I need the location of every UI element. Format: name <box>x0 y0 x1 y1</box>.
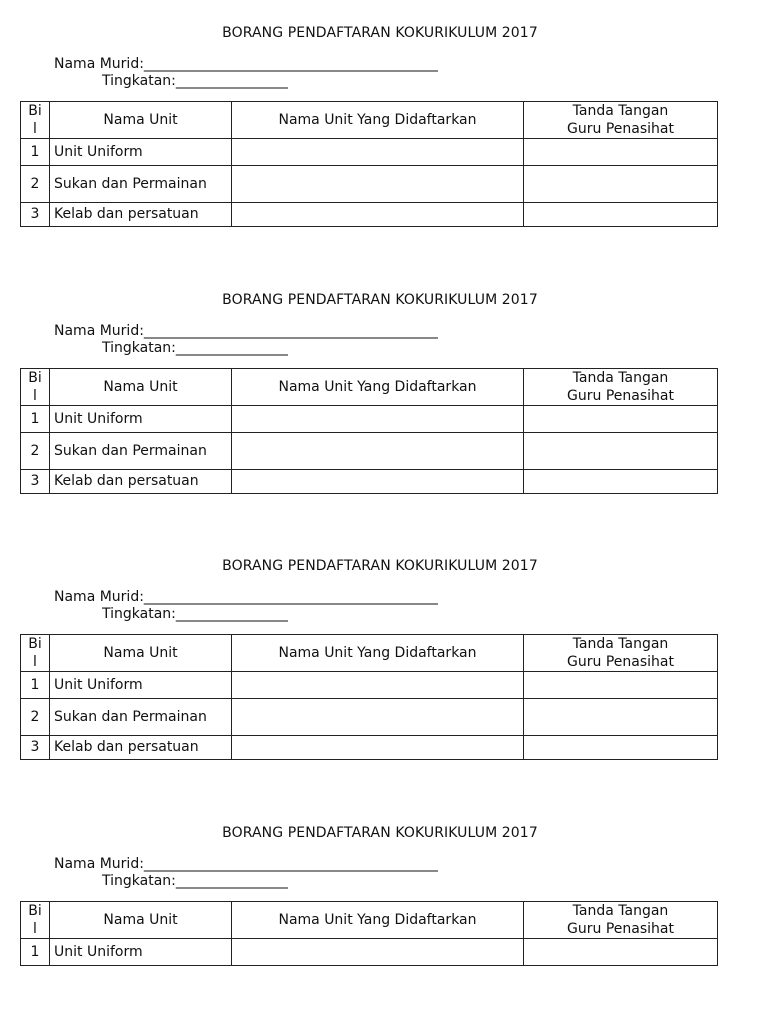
header-nama-unit: Nama Unit <box>50 369 232 406</box>
header-tanda-tangan: Tanda Tangan Guru Penasihat <box>524 102 718 139</box>
table-header-row <box>21 102 718 139</box>
row-unit-registered-cell[interactable] <box>232 406 524 433</box>
nama-murid-field: Nama Murid:__________________________________________ <box>54 323 438 339</box>
row-number: 1 <box>21 939 50 966</box>
table-row <box>21 166 718 203</box>
registration-table <box>20 901 718 966</box>
table-row <box>21 433 718 470</box>
row-unit-registered-cell[interactable] <box>232 139 524 166</box>
row-signature-cell[interactable] <box>524 470 718 494</box>
header-nama-unit-didaftarkan: Nama Unit Yang Didaftarkan <box>232 902 524 939</box>
table-header-row <box>21 635 718 672</box>
row-signature-cell[interactable] <box>524 939 718 966</box>
row-number: 1 <box>21 406 50 433</box>
table-row <box>21 406 718 433</box>
row-unit: Kelab dan persatuan <box>50 736 232 760</box>
row-unit-registered-cell[interactable] <box>232 470 524 494</box>
row-unit: Sukan dan Permainan <box>50 433 232 470</box>
tingkatan-field: Tingkatan:________________ <box>102 606 288 622</box>
row-signature-cell[interactable] <box>524 736 718 760</box>
tingkatan-field: Tingkatan:________________ <box>102 73 288 89</box>
header-nama-unit-didaftarkan: Nama Unit Yang Didaftarkan <box>232 102 524 139</box>
row-unit-registered-cell[interactable] <box>232 166 524 203</box>
tingkatan-field: Tingkatan:________________ <box>102 340 288 356</box>
nama-murid-field: Nama Murid:__________________________________________ <box>54 589 438 605</box>
table-row <box>21 939 718 966</box>
form-title: BORANG PENDAFTARAN KOKURIKULUM 2017 <box>222 25 538 41</box>
row-number: 2 <box>21 433 50 470</box>
header-nama-unit: Nama Unit <box>50 635 232 672</box>
form-title: BORANG PENDAFTARAN KOKURIKULUM 2017 <box>222 292 538 308</box>
row-number: 2 <box>21 166 50 203</box>
table-header-row <box>21 902 718 939</box>
row-unit-registered-cell[interactable] <box>232 203 524 227</box>
table-header-row <box>21 369 718 406</box>
row-signature-cell[interactable] <box>524 203 718 227</box>
row-signature-cell[interactable] <box>524 672 718 699</box>
nama-murid-field: Nama Murid:__________________________________________ <box>54 856 438 872</box>
table-row <box>21 672 718 699</box>
tingkatan-field: Tingkatan:________________ <box>102 873 288 889</box>
row-number: 1 <box>21 139 50 166</box>
header-tanda-tangan: Tanda Tangan Guru Penasihat <box>524 902 718 939</box>
row-unit-registered-cell[interactable] <box>232 672 524 699</box>
row-signature-cell[interactable] <box>524 406 718 433</box>
header-nama-unit: Nama Unit <box>50 902 232 939</box>
registration-table <box>20 101 718 227</box>
row-unit: Unit Uniform <box>50 672 232 699</box>
table-row <box>21 699 718 736</box>
header-bil: Bi l <box>21 902 50 939</box>
table-row <box>21 139 718 166</box>
row-number: 1 <box>21 672 50 699</box>
form-title: BORANG PENDAFTARAN KOKURIKULUM 2017 <box>222 558 538 574</box>
registration-table <box>20 368 718 494</box>
table-row <box>21 470 718 494</box>
row-unit: Unit Uniform <box>50 406 232 433</box>
table-row <box>21 736 718 760</box>
form-title: BORANG PENDAFTARAN KOKURIKULUM 2017 <box>222 825 538 841</box>
header-tanda-tangan: Tanda Tangan Guru Penasihat <box>524 635 718 672</box>
row-number: 3 <box>21 470 50 494</box>
header-nama-unit-didaftarkan: Nama Unit Yang Didaftarkan <box>232 369 524 406</box>
header-bil: Bi l <box>21 635 50 672</box>
row-signature-cell[interactable] <box>524 699 718 736</box>
header-nama-unit: Nama Unit <box>50 102 232 139</box>
row-unit: Kelab dan persatuan <box>50 203 232 227</box>
row-unit: Unit Uniform <box>50 139 232 166</box>
row-signature-cell[interactable] <box>524 433 718 470</box>
row-unit: Sukan dan Permainan <box>50 699 232 736</box>
header-nama-unit-didaftarkan: Nama Unit Yang Didaftarkan <box>232 635 524 672</box>
row-number: 3 <box>21 736 50 760</box>
row-unit: Unit Uniform <box>50 939 232 966</box>
row-signature-cell[interactable] <box>524 166 718 203</box>
row-unit: Kelab dan persatuan <box>50 470 232 494</box>
nama-murid-field: Nama Murid:__________________________________________ <box>54 56 438 72</box>
header-bil: Bi l <box>21 369 50 406</box>
row-unit-registered-cell[interactable] <box>232 699 524 736</box>
row-unit: Sukan dan Permainan <box>50 166 232 203</box>
row-number: 2 <box>21 699 50 736</box>
row-unit-registered-cell[interactable] <box>232 433 524 470</box>
row-unit-registered-cell[interactable] <box>232 736 524 760</box>
header-bil: Bi l <box>21 102 50 139</box>
table-row <box>21 203 718 227</box>
header-tanda-tangan: Tanda Tangan Guru Penasihat <box>524 369 718 406</box>
row-signature-cell[interactable] <box>524 139 718 166</box>
registration-table <box>20 634 718 760</box>
row-number: 3 <box>21 203 50 227</box>
row-unit-registered-cell[interactable] <box>232 939 524 966</box>
